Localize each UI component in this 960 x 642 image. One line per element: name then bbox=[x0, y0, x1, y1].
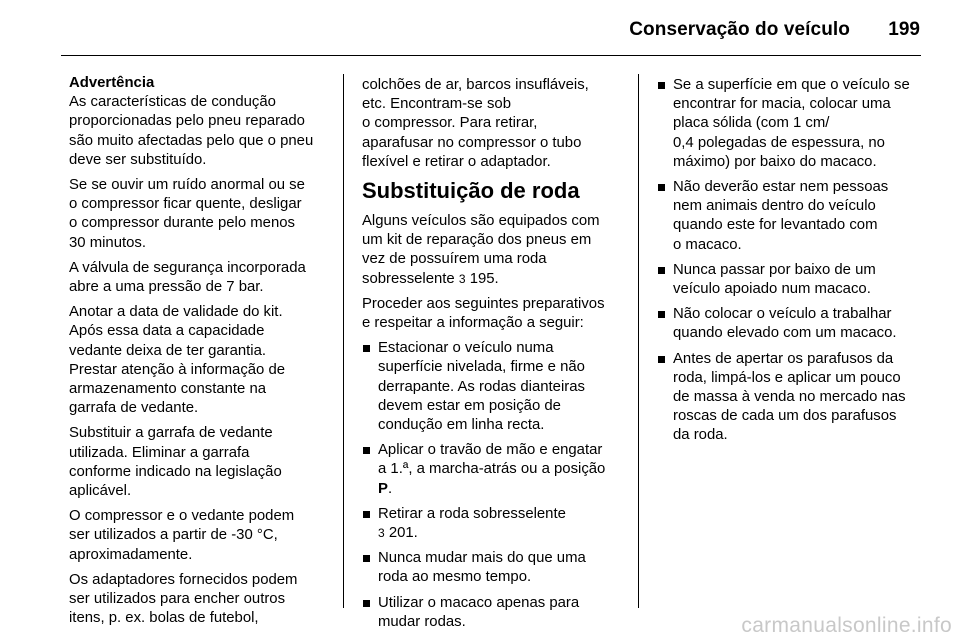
page-reference[interactable]: 201. bbox=[388, 525, 418, 542]
text-line: e respeitar a informação a seguir: bbox=[362, 315, 584, 332]
warning-block bbox=[69, 74, 331, 170]
text-line: Após essa data a capacidade bbox=[69, 323, 265, 340]
list-item bbox=[657, 261, 927, 299]
text-line: Se se ouvir um ruído anormal ou se bbox=[69, 177, 305, 194]
text-line: Antes de apertar os parafusos da bbox=[673, 350, 894, 367]
text-line: o compressor durante pelo menos bbox=[69, 215, 295, 232]
column-3 bbox=[657, 76, 927, 452]
list-item bbox=[657, 76, 927, 172]
column-2 bbox=[362, 76, 632, 638]
list-item bbox=[362, 339, 632, 435]
text-line: ser utilizados para encher outros bbox=[69, 591, 286, 608]
text-line: aproximadamente. bbox=[69, 546, 193, 563]
page-reference-icon: 3 bbox=[458, 271, 466, 286]
paragraph bbox=[69, 571, 331, 629]
page-header bbox=[0, 0, 960, 56]
text-line: quando elevado com um macaco. bbox=[673, 325, 897, 342]
text-line: ser utilizados a partir de -30 °C, bbox=[69, 527, 278, 544]
text-line: roda ao mesmo tempo. bbox=[378, 569, 532, 586]
text-line: o compressor. Para retirar, bbox=[362, 115, 538, 132]
text-fragment: . bbox=[387, 480, 393, 497]
page-number: 199 bbox=[888, 19, 920, 40]
text-line: vez de possuírem uma roda bbox=[362, 251, 547, 268]
text-line: são muito afectadas pelo que o pneu bbox=[69, 132, 314, 149]
column-divider-1 bbox=[343, 74, 344, 608]
text-line: Anotar a data de validade do kit. bbox=[69, 304, 283, 321]
text-line: garrafa de vedante. bbox=[69, 400, 199, 417]
bullet-list bbox=[362, 339, 632, 632]
paragraph bbox=[362, 212, 632, 289]
bullet-square-icon bbox=[658, 356, 665, 363]
bullet-square-icon bbox=[658, 184, 665, 191]
text-line: Se a superfície em que o veículo se bbox=[673, 77, 910, 93]
text-line: devem estar em posição de bbox=[378, 397, 561, 414]
text-line: superfície nivelada, firme e não bbox=[378, 359, 585, 376]
section-heading: Substituição de roda bbox=[362, 178, 580, 204]
text-line: o compressor ficar quente, desligar bbox=[69, 196, 302, 213]
text-line: Estacionar o veículo numa bbox=[378, 340, 554, 357]
text-line: derrapante. As rodas dianteiras bbox=[378, 378, 585, 395]
text-line: veículo apoiado num macaco. bbox=[673, 281, 871, 298]
list-item bbox=[657, 178, 927, 255]
watermark: carmanualsonline.info bbox=[741, 614, 952, 637]
list-item bbox=[362, 549, 632, 587]
text-line: Alguns veículos são equipados com bbox=[362, 213, 600, 230]
text-line: placa sólida (com 1 cm/ bbox=[673, 115, 830, 132]
text-line: mudar rodas. bbox=[378, 613, 466, 630]
text-line: conforme indicado na legislação bbox=[69, 463, 282, 480]
paragraph bbox=[69, 507, 331, 565]
page-reference-icon: 3 bbox=[378, 526, 385, 541]
list-item bbox=[657, 305, 927, 343]
bullet-square-icon bbox=[363, 511, 370, 518]
text-line: encontrar for macia, colocar uma bbox=[673, 96, 891, 113]
text-line: deve ser substituído. bbox=[69, 151, 207, 168]
column-1 bbox=[69, 74, 331, 634]
text-line bbox=[378, 480, 632, 499]
text-line bbox=[362, 270, 632, 289]
text-line: máximo) por baixo do macaco. bbox=[673, 153, 877, 170]
list-item bbox=[362, 594, 632, 632]
list-item bbox=[362, 441, 632, 499]
text-line: roda, limpá-los e aplicar um pouco bbox=[673, 369, 901, 386]
text-line: o macaco. bbox=[673, 236, 742, 253]
bullet-square-icon bbox=[363, 555, 370, 562]
page-title: Conservação do veículo bbox=[629, 19, 850, 40]
text-line: 30 minutos. bbox=[69, 234, 146, 251]
text-line: abre a uma pressão de 7 bar. bbox=[69, 279, 264, 296]
text-line: Utilizar o macaco apenas para bbox=[378, 594, 580, 611]
gear-position-p: P bbox=[378, 480, 388, 497]
text-line: etc. Encontram-se sob bbox=[362, 96, 511, 113]
text-line: Não deverão estar nem pessoas bbox=[673, 179, 889, 196]
text-line: Substituir a garrafa de vedante bbox=[69, 425, 273, 442]
bullet-square-icon bbox=[363, 447, 370, 454]
text-line: Os adaptadores fornecidos podem bbox=[69, 571, 298, 588]
paragraph bbox=[69, 176, 331, 253]
warning-heading: Advertência bbox=[69, 75, 155, 91]
page-reference[interactable]: 195. bbox=[469, 270, 499, 287]
text-line: um kit de reparação dos pneus em bbox=[362, 232, 592, 249]
text-line: vedante deixa de ter garantia. bbox=[69, 342, 267, 359]
text-line: A válvula de segurança incorporada bbox=[69, 259, 306, 276]
paragraph bbox=[362, 76, 632, 172]
paragraph bbox=[69, 259, 331, 297]
text-line: proporcionadas pelo pneu reparado bbox=[69, 113, 305, 130]
column-divider-2 bbox=[638, 74, 639, 608]
list-item bbox=[657, 350, 927, 446]
text-line: Proceder aos seguintes preparativos bbox=[362, 295, 605, 312]
text-line: Retirar a roda sobresselente bbox=[378, 505, 566, 522]
text-line: Aplicar o travão de mão e engatar bbox=[378, 442, 603, 459]
text-line: de massa à venda no mercado nas bbox=[673, 389, 906, 406]
text-line: colchões de ar, barcos insufláveis, bbox=[362, 77, 589, 93]
header-divider bbox=[61, 55, 921, 56]
list-item bbox=[362, 505, 632, 543]
text-line: armazenamento constante na bbox=[69, 381, 267, 398]
text-line bbox=[378, 524, 632, 543]
paragraph bbox=[69, 424, 331, 501]
text-line: Não colocar o veículo a trabalhar bbox=[673, 306, 892, 323]
paragraph bbox=[362, 295, 632, 333]
text-line: aplicável. bbox=[69, 483, 132, 500]
text-line: condução em linha recta. bbox=[378, 417, 545, 434]
text-line: 0,4 polegadas de espessura, no bbox=[673, 134, 885, 151]
paragraph bbox=[69, 303, 331, 418]
text-line: utilizada. Eliminar a garrafa bbox=[69, 444, 250, 461]
text-line: itens, p. ex. bolas de futebol, bbox=[69, 610, 259, 627]
bullet-square-icon bbox=[363, 345, 370, 352]
bullet-square-icon bbox=[658, 267, 665, 274]
text-fragment: sobresselente bbox=[362, 270, 455, 287]
text-line: a 1.ª, a marcha-atrás ou a posição bbox=[378, 461, 606, 478]
text-line: quando este for levantado com bbox=[673, 217, 878, 234]
text-line: O compressor e o vedante podem bbox=[69, 508, 295, 525]
bullet-square-icon bbox=[658, 311, 665, 318]
text-line: nem animais dentro do veículo bbox=[673, 198, 876, 215]
text-line: Nunca mudar mais do que uma bbox=[378, 550, 586, 567]
text-line: Prestar atenção à informação de bbox=[69, 361, 286, 378]
bullet-square-icon bbox=[363, 600, 370, 607]
text-line: roscas de cada um dos parafusos bbox=[673, 408, 897, 425]
text-line: As características de condução bbox=[69, 94, 276, 111]
bullet-list bbox=[657, 76, 927, 446]
bullet-square-icon bbox=[658, 82, 665, 89]
text-line: Nunca passar por baixo de um bbox=[673, 261, 876, 278]
text-line: da roda. bbox=[673, 427, 728, 444]
text-line: aparafusar no compressor o tubo bbox=[362, 134, 582, 151]
text-line: flexível e retirar o adaptador. bbox=[362, 153, 551, 170]
